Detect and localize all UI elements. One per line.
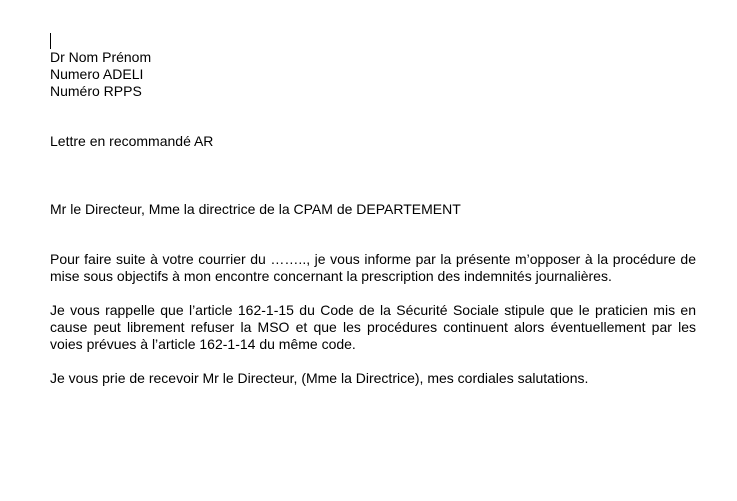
delivery-mode: Lettre en recommandé AR [50,133,214,149]
sender-adeli-number: Numero ADELI [50,66,144,82]
letter-body[interactable] [50,49,696,387]
addressee: Mr le Directeur, Mme la directrice de la CPAM de DEPARTEMENT [50,201,461,217]
paragraph-legal-reference: Je vous rappelle que l’article 162-1-15 du Code de la Sécurité Sociale stipule que le praticien mis en cause peut librement refuser la MSO et que les procédures continuent alors éventuellement par les voies prévues à l’article 162-1-14 du même code. [50,302,696,352]
paragraph-closing: Je vous prie de recevoir Mr le Directeur, (Mme la Directrice), mes cordiales salutations. [50,370,589,386]
sender-block [50,49,696,100]
paragraph-opposition: Pour faire suite à votre courrier du …….., je vous informe par la présente m’opposer à la procédure de mise sous objectifs à mon encontre concernant la prescription des indemnités journalières. [50,251,696,284]
sender-rpps-number: Numéro RPPS [50,83,142,99]
text-cursor[interactable] [50,33,51,49]
sender-name: Dr Nom Prénom [50,49,152,65]
